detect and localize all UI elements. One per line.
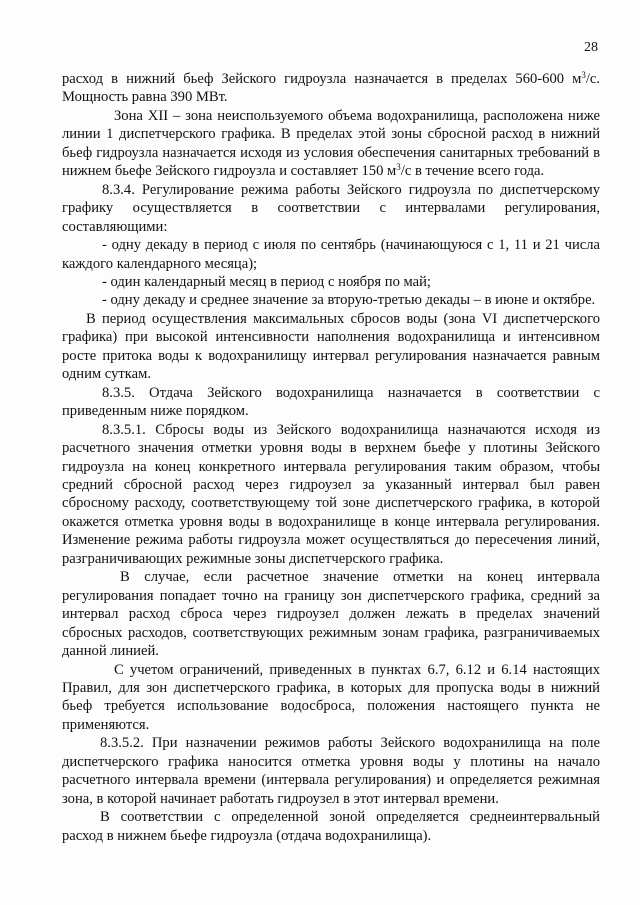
paragraph-maximum-discharge: В период осуществления максимальных сбросов воды (зона VI диспетчерского графика) при высокой интенсивности наполнения водохранилища и интенсивном росте притока воды к водохранилищу интервал регулирования назначается равным одним суткам. [62,310,600,383]
paragraph-average-discharge: В соответствии с определенной зоной определяется среднеинтервальный расход в нижнем бьефе гидроузла (отдача водохранилища). [62,809,600,844]
paragraph-boundary-case: В случае, если расчетное значение отметки на конец интервала регулирования попадает точно на границу зон диспетчерского графика, средний за интервал расход сброса через гидроузел должен лежать в пределах значений сбросных расходов, соответствующих режимным зонам графика, разграничиваемых данной линией. [62,569,600,660]
page-number: 28 [584,40,598,55]
paragraph-text: /с. Мощность равна 390 МВт. [62,71,600,106]
paragraph-8-3-5-2: 8.3.5.2. При назначении режимов работы Зейского водохранилища на поле диспетчерского графика наносится отметка уровня воды у плотины на начало расчетного интервала времени (интервала регулирования) и определяется режимная зона, в которой начинает работать гидроузел в этот интервал времени. [62,735,600,807]
paragraph-text: Зона XII – зона неиспользуемого объема водохранилища, расположена ниже линии 1 диспетчерского графика. В пределах этой зоны сбросной расход в нижний бьеф гидроузла назначается исходя из условия обеспечения санитарных требований в нижнем бьефе Зейского гидроузла и составляет 150 м [62,107,600,180]
paragraph-discharge-rate [62,70,600,107]
paragraph-zone-xii [62,107,600,181]
paragraph-text: расход в нижний бьеф Зейского гидроузла назначается в пределах 560-600 м [62,71,582,87]
list-item-decade-july-september: - одну декаду в период с июля по сентябрь (начинающуюся с 1, 11 и 21 числа каждого календарного месяца); [62,237,600,272]
list-item-june-october: - одну декаду и среднее значение за вторую-третью декады – в июне и октябре. [102,292,596,309]
superscript: 3 [581,70,586,80]
paragraph-text: /с в течение всего года. [400,163,545,180]
paragraph-restrictions: С учетом ограничений, приведенных в пунктах 6.7, 6.12 и 6.14 настоящих Правил, для зон диспетчерского графика, в которых для пропуска воды в нижний бьеф требуется использование водосброса, положения настоящего пункта не применяются. [62,661,600,733]
paragraph-8-3-5: 8.3.5. Отдача Зейского водохранилища назначается в соответствии с приведенным ниже порядком. [62,384,600,420]
document-body [62,70,600,845]
list-item-month-november-may: - один календарный месяц в период с ноября по май; [102,273,431,290]
superscript: 3 [396,162,401,173]
paragraph-8-3-5-1: 8.3.5.1. Сбросы воды из Зейского водохранилища назначаются исходя из расчетного значения отметки уровня воды в верхнем бьефе у плотины Зейского гидроузла на конец конкретного интервала регулирования таким образом, чтобы средний сбросной расход через гидроузел за указанный интервал был равен сбросному расходу, соответствующему той зоне диспетчерского графика, в которой окажется отметка уровня воды в водохранилище в конце интервала регулирования. Изменение режима работы гидроузла может осуществляться до пересечения линий, разграничивающих режимные зоны диспетчерского графика. [62,421,600,567]
paragraph-8-3-4: 8.3.4. Регулирование режима работы Зейского гидроузла по диспетчерскому графику осуществляется в соответствии с интервалами регулирования, составляющими: [62,181,600,235]
